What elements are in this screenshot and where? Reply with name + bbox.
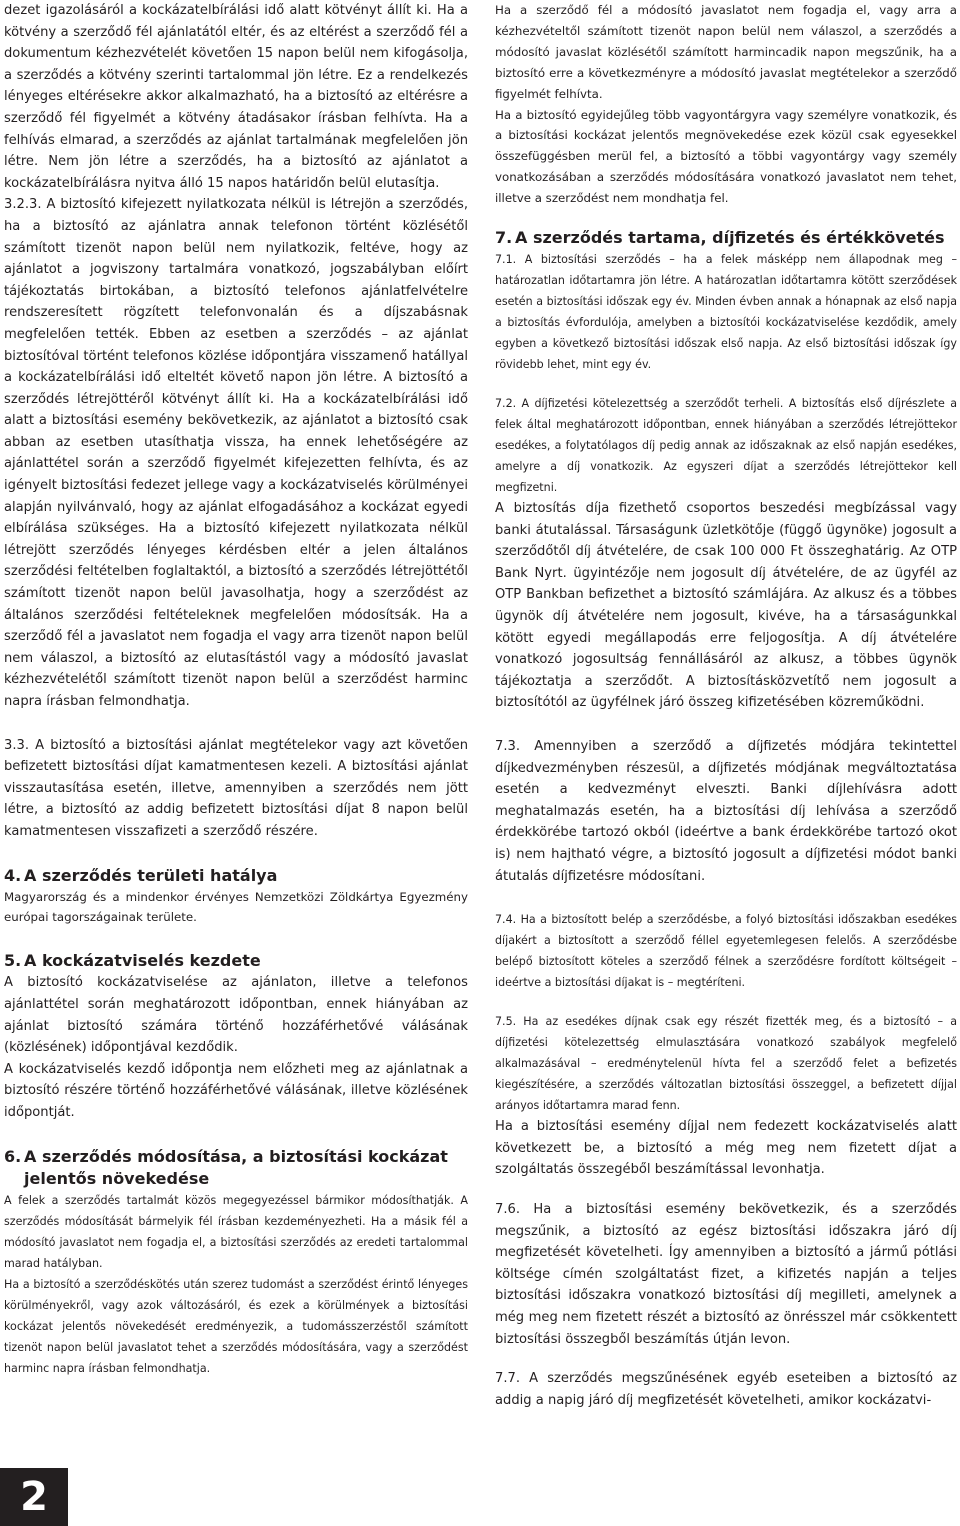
paragraph-intro [4, 0, 468, 194]
paragraph-r1: Ha a szerződő fél a módosító javaslatot nem fogadja el, vagy arra a kézhezvételtől számított tizenöt napon belül nem válaszol, a szerződés a módosító javaslat közlésétől számított harmincadik napon megszűnik, ha a biztosító erre a következményre a módosító javaslat megtételekor a szerződő figyelmét felhívta. [495, 3, 957, 101]
intro-text-2: Ez a rendelkezés lényeges eltérésekre akkor alkalmazható, ha a biztosító az eltérésre a szerződő fél figyelmét a kötvény átadásakor írásban felhívta. Ha a felhívás elmarad, a szerződés az ajánlat tartalmának megfelelően jön létre. Nem jön létre a szerződés, ha a biztosító az ajánlatot a kockázatelbírálásra nyitva álló 15 napos határidőn belül elutasítja. [4, 67, 468, 191]
paragraph-3-3: 3.3. A biztosító a biztosítási ajánlat megtételekor vagy azt követően befizetett biztosítási díjat kamatmentesen kezeli. A biztosítási ajánlat visszautasítása esetén, illetve, amennyiben a szerződés nem jött létre, a biztosító az addig befizetett biztosítási díjat 8 napon belül kamatmentesen visszafizeti a szerződő részére. [4, 737, 468, 839]
paragraph-7-6: 7.6. Ha a biztosítási esemény bekövetkezik, és a szerződés megszűnik, a biztosító az egész biztosítási időszakra járó díj megfizetését követelheti. Így amennyiben a biztosító a jármű pótlási költsége címén szolgáltatást fizet, a kifizetés napján a teljes biztosítási időszakra vonatkozó biztosítási díj megilleti, amelynek a még meg nem fizetett részét a biztosító az önrésszel már csökkentett biztosítási összegből beszámítás útján levon. [495, 1201, 957, 1347]
paragraph-7-5b: Ha a biztosítási esemény díjjal nem fedezett kockázatviselés alatt következett be, a biztosító a még meg nem fizetett díjat a szolgáltatás összegéből beszámítással levonhatja. [495, 1119, 957, 1178]
section-4-number: 4. [4, 865, 22, 885]
paragraph-3-2-3: 3.2.3. A biztosító kifejezett nyilatkozata nélkül is létrejön a szerződés, ha a biztosító az ajánlatra annak telefonon történt közlésétől számított tizenöt napon belül nem nyilatkozik, feltéve, hogy az ajánlatot a jogviszony tartalmára vonatkozó, jogszabályban előírt tájékoztatás birtokában, a biztosító telefonos ajánlatfelvételre rendszeresített rögzített telefonvonalán és a díjszabásnak megfelelően tették. Ebben az esetben a szerződés – az ajánlat biztosítóval történt telefonos közlése időpontjára visszamenő hatállyal a kockázatelbírálási idő elteltét követő napon jön létre. A biztosító a szerződés létrejöttéről kötvényt állít ki. Ha a kockázatelbírálási idő alatt a biztosítási esemény bekövetkezik, az ajánlatot a biztosító csak abban az esetben utasíthatja vissza, ha ennek lehetőségére az ajánlattétel során a szerződő figyelmét kifejezetten felhívta, és az igényelt biztosítási fedezet jellege vagy a kockázatviselés körülményei alapján nyilvánvaló, hogy az ajánlat elfogadásához a kockázat egyedi elbírálása szükséges. Ha a biztosító kifejezett nyilatkozata nélkül létrejött szerződés lényeges kérdésben eltér a jelen általános szerződési feltételben foglaltaktól, a biztosító a szerződés létrejöttétől számított tizenöt napon belül javasolhatja, hogy a szerződést az általános szerződési feltételeknek megfelelően módosítsák. Ha a szerződő fél a javaslatot nem fogadja el vagy arra tizenöt napon belül nem válaszol, a biztosító az elutasítástól vagy a módosító javaslat kézhezvételétől számított tizenöt napon belül a szerződést harminc napra írásban felmondhatja. [4, 197, 468, 709]
paragraph-6a: A felek a szerződés tartalmát közös megegyezéssel bármikor módosíthatják. A szerződés módosítását bármelyik fél írásban kezdeményezheti. Ha a másik fél a módosító javaslatot nem fogadja el, a biztosítási szerződés az eredeti tartalommal marad hatályban. [4, 1193, 468, 1270]
section-5-heading [4, 950, 468, 972]
paragraph-7-2b: A biztosítás díja fizethető csoportos beszedési megbízással vagy banki átutalással. Társaságunk üzletkötője (függő ügynöke) jogosult a szerződőtől díj átvételére, de csak 100 000 Ft összeghatárig. Az OTP Bank Nyrt. ügyintézője nem jogosult díj átvételére, de az ügyfél az OTP Bankban befizethet a biztosító számlájára. Az alkusz és a többes ügynök díj átvételére nem jogosult, kivéve, ha a társaságunkkal kötött egyedi megállapodás erre feljogosítja. A díj átvételére vonatkozó jogosultság fennállásáról az alkusz, a többes ügynök tájékoztatja a szerződőt. A biztosításközvetítő nem jogosult a biztosítótól az ügyfélnek járó összeg kifizetésében közreműködni. [495, 501, 957, 711]
section-6-title-line-1: A szerződés módosítása, a biztosítási kockázat [24, 1146, 448, 1166]
section-6-number: 6. [4, 1146, 22, 1166]
section-6-title-line-2: jelentős növekedése [24, 1168, 210, 1188]
paragraph-7-1: 7.1. A biztosítási szerződés – ha a felek másképp nem állapodnak meg – határozatlan időtartamra jön létre. A határozatlan időtartamra kötött szerződések esetén a biztosítási időszak egy év. Minden évben annak a hónapnak az első napja a biztosítás évfordulója, amelyben a biztosítói kockázatviselése kezdődik, amely egyben a következő biztosítási időszak első napja. Az első biztosítási időszak így rövidebb lehet, mint egy év. [495, 253, 957, 372]
section-5-title: A kockázatviselés kezdete [24, 951, 261, 971]
section-7-heading [495, 227, 957, 249]
page-number: 2 [0, 1468, 68, 1526]
section-4-title: A szerződés területi hatálya [24, 865, 278, 885]
paragraph-5a: A biztosító kockázatviselése az ajánlaton, illetve a telefonos ajánlattétel során meghatározott időpontban, ennek hiányában az ajánlat biztosító számára történő hozzáférhetővé válásának (közlésének) időpontjával kezdődik. [4, 975, 468, 1056]
paragraph-7-7: 7.7. A szerződés megszűnésének egyéb eseteiben a biztosító az addig a napig járó díj megfizetését követelheti, amikor kockázatvi- [495, 1371, 957, 1408]
right-column [495, 0, 957, 1411]
intro-text-1: dezet igazolásáról a kockázatelbírálási idő alatt kötvényt állít ki. Ha a kötvény a szerződő fél ajánlatától eltér, és az eltérést a szerződő fél a dokumentum kézhezvételét követően 15 napon belül nem kifogásolja, a szerződés a kötvény szerinti tartalommal jön létre. [4, 3, 468, 83]
left-column [4, 0, 468, 1379]
paragraph-4: Magyarország és a mindenkor érvényes Nemzetközi Zöldkártya Egyezmény európai tagországainak területe. [4, 889, 468, 925]
paragraph-7-4: 7.4. Ha a biztosított belép a szerződésbe, a folyó biztosítási időszakban esedékes díjakért a biztosított a szerződő féllel egyetemlegesen felelős. A szerződésbe belépő biztosított köteles a szerződő félnek a szerződésre fordított költségeit – ideértve a biztosítási díjakat is – megtéríteni. [495, 913, 957, 990]
section-5-number: 5. [4, 951, 22, 971]
section-7-title: A szerződés tartama, díjfizetés és értékkövetés [515, 228, 945, 248]
section-4-heading [4, 865, 468, 887]
paragraph-7-2a: 7.2. A díjfizetési kötelezettség a szerződőt terheli. A biztosítás első díjrészlete a felek által meghatározott időpontban, ennek hiányában a szerződés létrejöttekor esedékes, a folytatólagos díj pedig annak az időszaknak az első napján esedékes, amelyre a díj vonatkozik. Az egyszeri díjat a szerződés létrejöttekor kell megfizetni. [495, 397, 957, 495]
paragraph-r2: Ha a biztosító egyidejűleg több vagyontárgyra vagy személyre vonatkozik, és a biztosítási kockázat jelentős megnövekedése ezek közül csak egyesekkel összefüggésben merül fel, a biztosító a többi vagyontárgy vagy személy vonatkozásában a szerződés módosítására vonatkozó javaslatot nem tehet, illetve a szerződést nem mondhatja fel. [495, 107, 957, 206]
paragraph-7-3: 7.3. Amennyiben a szerződő a díjfizetés módjára tekintettel díjkedvezményben részesül, a díjfizetés módjának megváltoztatása esetén a kedvezményt elveszti. Banki díjlehívásra adott meghatalmazás esetén, ha a biztosítási díj lehívása a szerződő érdekkörébe tartozó okból (ideértve a bank érdekkörébe tartozó okot is) nem hajtható végre, a biztosító jogosult a díjfizetési módot banki átutalás díjfizetésre módosítani. [495, 739, 957, 884]
section-6-heading [4, 1146, 468, 1190]
paragraph-5b: A kockázatviselés kezdő időpontja nem előzheti meg az ajánlatnak a biztosító részére történő hozzáférhetővé válásának, illetve közlésének időpontját. [4, 1061, 468, 1120]
paragraph-7-5a: 7.5. Ha az esedékes díjnak csak egy részét fizették meg, és a biztosító – a díjfizetési kötelezettség elmulasztására vonatkozó szabályok megfelelő alkalmazásával – eredménytelenül hívta fel a szerződő felet a befizetés kiegészítésére, a szerződés változatlan biztosítási összeggel, a befizetett díjjal arányos időtartamra marad fenn. [495, 1015, 957, 1113]
paragraph-6b: Ha a biztosító a szerződéskötés után szerez tudomást a szerződést érintő lényeges körülményekről, vagy azok változásáról, és ezek a körülmények a biztosítási kockázat jelentős növekedését eredményezik, a tudomásszerzéstől számított tizenöt napon belül javaslatot tehet a szerződés módosítására, vagy a szerződést harminc napra írásban felmondhatja. [4, 1277, 468, 1375]
section-7-number: 7. [495, 228, 513, 248]
